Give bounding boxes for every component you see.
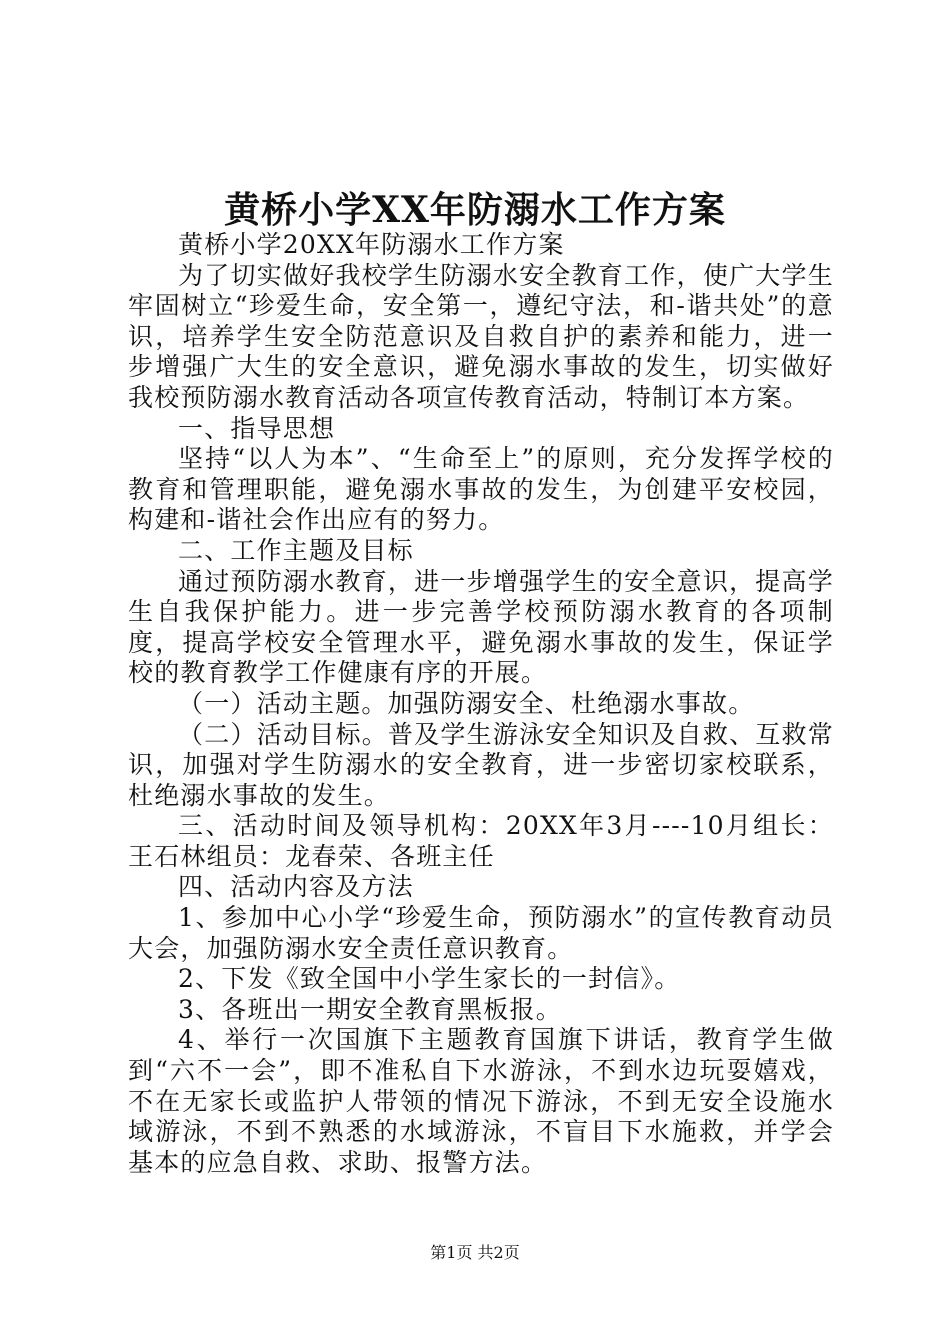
document-title: 黄桥小学XX年防溺水工作方案 [224,189,726,231]
section-heading-theme-goals: 二、工作主题及目标 [178,535,414,565]
paragraph-theme-goals: 通过预防溺水教育，进一步增强学生的安全意识，提高学生自我保护能力。进一步完善学校预防溺水教育的各项制度，提高学校安全管理水平，避免溺水事故的发生，保证学校的教育教学工作健康有序的开展。 [128,566,834,688]
paragraph-subtitle: 黄桥小学20XX年防溺水工作方案 [178,230,565,259]
paragraph-activity-goal: （二）活动目标。普及学生游泳安全知识及自救、互救常识，加强对学生防溺水的安全教育，进一步密切家校联系，杜绝溺水事故的发生。 [128,719,834,810]
paragraph-guiding-thought: 坚持“以人为本”、“生命至上”的原则，充分发挥学校的教育和管理职能，避免溺水事故的发生，为创建平安校园，构建和-谐社会作出应有的努力。 [128,444,834,535]
list-item-4: 4、举行一次国旗下主题教育国旗下讲话，教育学生做到“六不一会”，即不准私自下水游泳，不到水边玩耍嬉戏，不在无家长或监护人带领的情况下游泳，不到无安全设施水域游泳，不到不熟悉的水域游泳，不盲目下水施救，并学会基本的应急自救、求助、报警方法。 [128,1025,834,1177]
page-footer: 第1页 共2页 [430,1243,520,1262]
list-item-3: 3、各班出一期安全教育黑板报。 [178,994,562,1024]
paragraph-time-leadership: 三、活动时间及领导机构：20XX年3月----10月组长：王石林组员：龙春荣、各班主任 [128,811,834,871]
paragraph-activity-theme: （一）活动主题。加强防溺安全、杜绝溺水事故。 [178,688,755,718]
paragraph-intro: 为了切实做好我校学生防溺水安全教育工作，使广大学生牢固树立“珍爱生命，安全第一，遵纪守法，和-谐共处”的意识，培养学生安全防范意识及自救自护的素养和能力，进一步增强广大生的安全意识，避免溺水事故的发生，切实做好我校预防溺水教育活动各项宣传教育活动，特制订本方案。 [128,260,834,412]
section-heading-content-methods: 四、活动内容及方法 [178,872,414,902]
list-item-2: 2、下发《致全国中小学生家长的一封信》。 [178,964,681,994]
document-body [128,230,834,1178]
list-item-1: 1、参加中心小学“珍爱生命，预防溺水”的宣传教育动员大会，加强防溺水安全责任意识教育。 [128,903,834,963]
section-heading-guiding-thought: 一、指导思想 [178,413,336,443]
